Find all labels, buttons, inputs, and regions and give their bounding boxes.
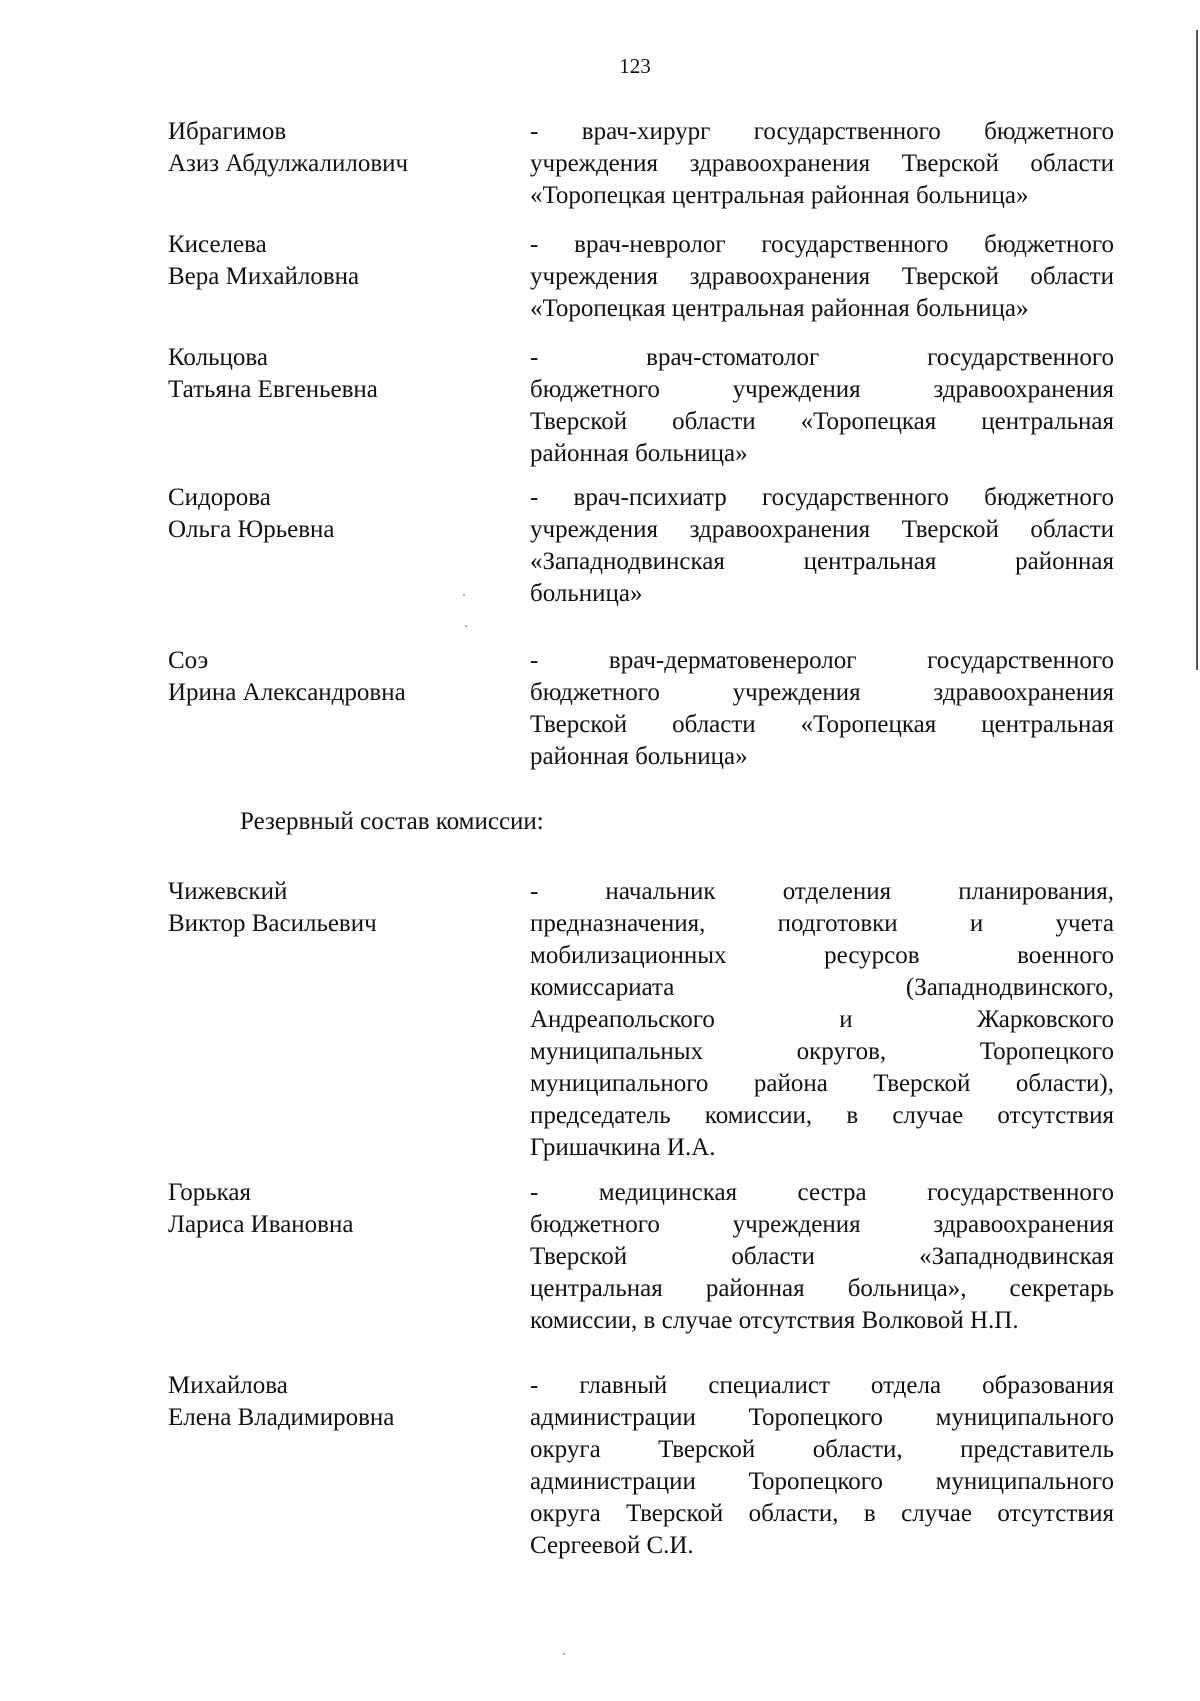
position-line: председатель комиссии, в случае отсутствия bbox=[530, 1102, 1114, 1129]
position-line: бюджетного учреждения здравоохранения bbox=[530, 376, 1114, 403]
member-surname: Ибрагимов bbox=[168, 118, 287, 145]
position-line: «Западнодвинская центральная районная bbox=[530, 548, 1114, 575]
position-line: учреждения здравоохранения Тверской области bbox=[530, 150, 1114, 177]
member-surname: Кольцова bbox=[168, 344, 268, 371]
member-given-name: Вера Михайловна bbox=[168, 263, 360, 290]
member-name bbox=[168, 876, 498, 940]
position-line: муниципального района Тверской области), bbox=[530, 1070, 1114, 1097]
position-line: Андреапольского и Жарковского bbox=[530, 1006, 1114, 1033]
position-line: комиссии, в случае отсутствия Волковой Н.П. bbox=[530, 1307, 1019, 1334]
position-line: центральная районная больница», секретарь bbox=[530, 1275, 1114, 1302]
position-line: - врач-психиатр государственного бюджетного bbox=[530, 484, 1114, 511]
member-given-name: Татьяна Евгеньевна bbox=[168, 376, 378, 403]
member-name bbox=[168, 229, 498, 293]
position-line: Тверской области «Торопецкая центральная bbox=[530, 408, 1114, 435]
position-line: Сергеевой С.И. bbox=[530, 1532, 694, 1559]
scan-speck bbox=[463, 594, 465, 596]
member-surname: Соэ bbox=[168, 647, 209, 674]
page-number: 123 bbox=[619, 54, 651, 78]
reserve-heading: Резервный состав комиссии: bbox=[240, 808, 544, 835]
member-position bbox=[530, 1370, 1114, 1562]
member-position bbox=[530, 342, 1114, 470]
member-given-name: Виктор Васильевич bbox=[168, 910, 377, 937]
position-line: Тверской области «Западнодвинская bbox=[530, 1243, 1114, 1270]
member-surname: Горькая bbox=[168, 1179, 252, 1206]
member-name bbox=[168, 1370, 498, 1434]
position-line: Тверской области «Торопецкая центральная bbox=[530, 711, 1114, 738]
scan-speck bbox=[563, 1653, 565, 1655]
position-line: администрации Торопецкого муниципального bbox=[530, 1404, 1114, 1431]
position-line: - медицинская сестра государственного bbox=[530, 1179, 1114, 1206]
position-line: бюджетного учреждения здравоохранения bbox=[530, 1211, 1114, 1238]
position-line: районная больница» bbox=[530, 743, 748, 770]
member-name bbox=[168, 645, 498, 709]
member-given-name: Ольга Юрьевна bbox=[168, 516, 335, 543]
member-position bbox=[530, 645, 1114, 773]
position-line: округа Тверской области, представитель bbox=[530, 1436, 1114, 1463]
position-line: предназначения, подготовки и учета bbox=[530, 910, 1114, 937]
position-line: округа Тверской области, в случае отсутствия bbox=[530, 1500, 1114, 1527]
member-name bbox=[168, 1177, 498, 1241]
position-line: учреждения здравоохранения Тверской области bbox=[530, 516, 1114, 543]
position-line: «Торопецкая центральная районная больница» bbox=[530, 295, 1029, 322]
member-position bbox=[530, 229, 1114, 325]
position-line: бюджетного учреждения здравоохранения bbox=[530, 679, 1114, 706]
position-line: - врач-дерматовенеролог государственного bbox=[530, 647, 1114, 674]
position-line: районная больница» bbox=[530, 440, 748, 467]
member-surname: Сидорова bbox=[168, 484, 271, 511]
position-line: «Торопецкая центральная районная больница» bbox=[530, 182, 1029, 209]
member-position bbox=[530, 482, 1114, 610]
position-line: больница» bbox=[530, 580, 643, 607]
member-surname: Михайлова bbox=[168, 1372, 288, 1399]
position-line: - врач-невролог государственного бюджетного bbox=[530, 231, 1114, 258]
position-line: Гришачкина И.А. bbox=[530, 1134, 716, 1161]
position-line: муниципальных округов, Торопецкого bbox=[530, 1038, 1114, 1065]
position-line: - врач-стоматолог государственного bbox=[530, 344, 1114, 371]
position-line: администрации Торопецкого муниципального bbox=[530, 1468, 1114, 1495]
position-line: - начальник отделения планирования, bbox=[530, 878, 1114, 905]
scan-edge-line bbox=[1196, 30, 1198, 670]
member-position bbox=[530, 876, 1114, 1164]
scan-speck bbox=[465, 625, 467, 627]
member-given-name: Азиз Абдулжалилович bbox=[168, 150, 409, 177]
position-line: комиссариата (Западнодвинского, bbox=[530, 974, 1114, 1001]
member-given-name: Лариса Ивановна bbox=[168, 1211, 354, 1238]
member-surname: Чижевский bbox=[168, 878, 288, 905]
position-line: - главный специалист отдела образования bbox=[530, 1372, 1114, 1399]
member-position bbox=[530, 1177, 1114, 1337]
member-surname: Киселева bbox=[168, 231, 267, 258]
member-name bbox=[168, 342, 498, 406]
member-name bbox=[168, 482, 498, 546]
member-name bbox=[168, 116, 498, 180]
member-position bbox=[530, 116, 1114, 212]
position-line: - врач-хирург государственного бюджетного bbox=[530, 118, 1114, 145]
position-line: мобилизационных ресурсов военного bbox=[530, 942, 1114, 969]
member-given-name: Елена Владимировна bbox=[168, 1404, 395, 1431]
member-given-name: Ирина Александровна bbox=[168, 679, 406, 706]
position-line: учреждения здравоохранения Тверской области bbox=[530, 263, 1114, 290]
